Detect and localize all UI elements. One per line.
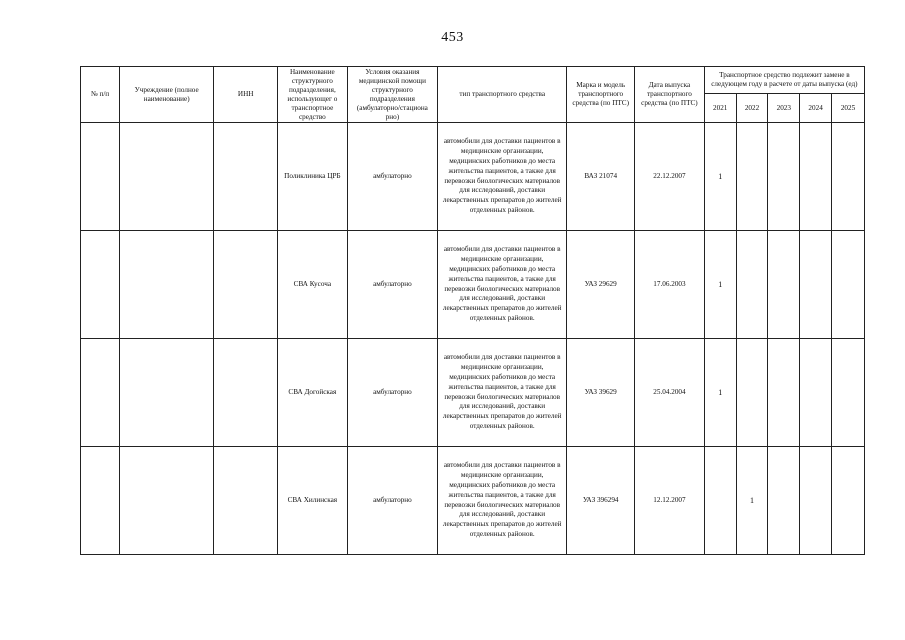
cell-2022: 1 [736, 447, 768, 555]
cell-institution [119, 447, 213, 555]
cell-2022 [736, 231, 768, 339]
cell-num [81, 447, 120, 555]
cell-release-date: 17.06.2003 [635, 231, 705, 339]
cell-brand: УАЗ 29629 [567, 231, 635, 339]
cell-conditions: амбулаторно [347, 339, 437, 447]
header-year-2022: 2022 [736, 94, 768, 123]
header-year-2024: 2024 [800, 94, 832, 123]
header-row [81, 67, 865, 94]
header-release-date: Дата выпуска транспортного средства (по ПТС) [635, 67, 705, 123]
cell-institution [119, 123, 213, 231]
cell-brand: ВАЗ 21074 [567, 123, 635, 231]
cell-2024 [800, 123, 832, 231]
cell-inn [214, 447, 278, 555]
cell-subdivision: СВА Догойская [277, 339, 347, 447]
table-row [81, 339, 865, 447]
page-number: 453 [441, 30, 464, 45]
vehicle-registry-table [80, 66, 865, 555]
cell-2023 [768, 447, 800, 555]
cell-2024 [800, 339, 832, 447]
cell-release-date: 22.12.2007 [635, 123, 705, 231]
table-row [81, 231, 865, 339]
cell-brand: УАЗ 396294 [567, 447, 635, 555]
cell-num [81, 231, 120, 339]
cell-2023 [768, 339, 800, 447]
cell-conditions: амбулаторно [347, 123, 437, 231]
header-conditions: Условия оказания медицинской помощи структурного подразделения (амбулаторно/стациона рно) [347, 67, 437, 123]
cell-2022 [736, 339, 768, 447]
cell-inn [214, 339, 278, 447]
cell-2024 [800, 447, 832, 555]
header-replacement: Транспортное средство подлежит замене в следующем году в расчете от даты выпуска (ед) [704, 67, 864, 94]
cell-conditions: амбулаторно [347, 231, 437, 339]
cell-2021 [704, 447, 736, 555]
header-brand: Марка и модель транспортного средства (по ПТС) [567, 67, 635, 123]
cell-2021: 1 [704, 123, 736, 231]
cell-vehicle-type: автомобили для доставки пациентов в медицинские организации, медицинских работников до места жительства пациентов, а также для перевозки биологических материалов для исследований, доставки лекарственных препаратов до жителей отделенных районов. [438, 339, 567, 447]
cell-vehicle-type: автомобили для доставки пациентов в медицинские организации, медицинских работников до места жительства пациентов, а также для перевозки биологических материалов для исследований, доставки лекарственных препаратов до жителей отделенных районов. [438, 231, 567, 339]
cell-conditions: амбулаторно [347, 447, 437, 555]
header-year-2023: 2023 [768, 94, 800, 123]
header-year-2021: 2021 [704, 94, 736, 123]
cell-release-date: 12.12.2007 [635, 447, 705, 555]
table-row [81, 123, 865, 231]
cell-num [81, 339, 120, 447]
cell-2025 [832, 123, 865, 231]
header-vehicle-type: тип транспортного средства [438, 67, 567, 123]
cell-2025 [832, 339, 865, 447]
cell-brand: УАЗ 39629 [567, 339, 635, 447]
cell-2021: 1 [704, 339, 736, 447]
cell-2022 [736, 123, 768, 231]
header-num: № п/п [81, 67, 120, 123]
cell-vehicle-type: автомобили для доставки пациентов в медицинские организации, медицинских работников до места жительства пациентов, а также для перевозки биологических материалов для исследований, доставки лекарственных препаратов до жителей отделенных районов. [438, 447, 567, 555]
cell-release-date: 25.04.2004 [635, 339, 705, 447]
cell-subdivision: СВА Кусоча [277, 231, 347, 339]
cell-2023 [768, 231, 800, 339]
cell-2021: 1 [704, 231, 736, 339]
table-row [81, 447, 865, 555]
header-year-2025: 2025 [832, 94, 865, 123]
cell-vehicle-type: автомобили для доставки пациентов в медицинские организации, медицинских работников до места жительства пациентов, а также для перевозки биологических материалов для исследований, доставки лекарственных препаратов до жителей отделенных районов. [438, 123, 567, 231]
cell-2025 [832, 231, 865, 339]
header-inn: ИНН [214, 67, 278, 123]
cell-inn [214, 231, 278, 339]
cell-2025 [832, 447, 865, 555]
cell-institution [119, 339, 213, 447]
cell-subdivision: СВА Хилинская [277, 447, 347, 555]
cell-institution [119, 231, 213, 339]
header-institution: Учреждение (полное наименование) [119, 67, 213, 123]
cell-num [81, 123, 120, 231]
header-subdivision: Наименование структурного подразделения, использующег о транспортное средство [277, 67, 347, 123]
cell-2023 [768, 123, 800, 231]
cell-inn [214, 123, 278, 231]
cell-subdivision: Поликлиника ЦРБ [277, 123, 347, 231]
cell-2024 [800, 231, 832, 339]
